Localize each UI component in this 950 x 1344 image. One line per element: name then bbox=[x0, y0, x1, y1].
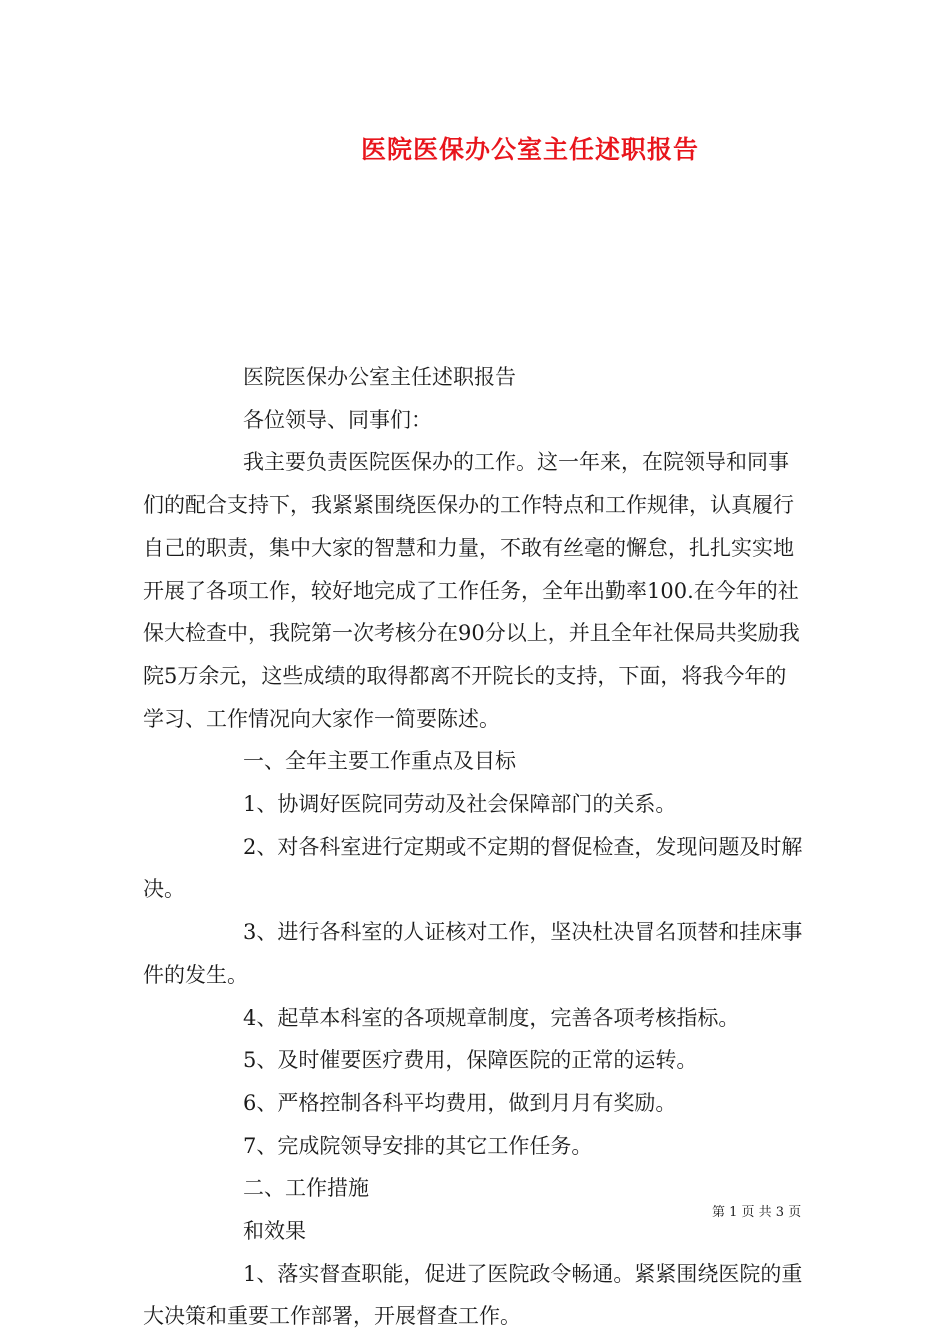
section-heading-2-cont: 和效果 bbox=[243, 1219, 306, 1244]
body-heading: 医院医保办公室主任述职报告 bbox=[243, 365, 516, 389]
list-item: 5、及时催要医疗费用，保障医院的正常的运转。 bbox=[243, 1048, 698, 1073]
list-item: 4、起草本科室的各项规章制度，完善各项考核指标。 bbox=[243, 1005, 740, 1030]
intro-paragraph: 我主要负责医院医保办的工作。这一年来，在院领导和同事们的配合支持下，我紧紧围绕医保办的工作特点和工作规律，认真履行自己的职责，集中大家的智慧和力量，不敢有丝毫的懈怠，扎扎实实地开展了各项工作，较好地完成了工作任务，全年出勤率100.在今年的社保大检查中，我院第一次考核分在90分以上，并且全年社保局共奖励我院5万余元，这些成绩的取得都离不开院长的支持，下面，将我今年的学习、工作情况向大家作一简要陈述。 bbox=[143, 450, 800, 731]
measure-paragraph: 1、落实督查职能，促进了医院政令畅通。紧紧围绕医院的重大决策和重要工作部署，开展督查工作。 bbox=[143, 1261, 803, 1329]
section-heading-1: 一、全年主要工作重点及目标 bbox=[243, 749, 516, 774]
list-item: 2、对各科室进行定期或不定期的督促检查，发现问题及时解决。 bbox=[143, 834, 803, 902]
salutation: 各位领导、同事们： bbox=[243, 407, 432, 432]
list-item: 3、进行各科室的人证核对工作，坚决杜决冒名顶替和挂床事件的发生。 bbox=[143, 920, 803, 987]
list-item: 7、完成院领导安排的其它工作任务。 bbox=[243, 1133, 593, 1158]
section-heading-2: 二、工作措施 bbox=[243, 1176, 369, 1201]
list-item: 6、严格控制各科平均费用，做到月月有奖励。 bbox=[243, 1090, 677, 1115]
list-item: 1、协调好医院同劳动及社会保障部门的关系。 bbox=[243, 792, 677, 817]
page-number: 第 1 页 共 3 页 bbox=[712, 1205, 802, 1220]
document-body bbox=[143, 356, 807, 1338]
document-title: 医院医保办公室主任述职报告 bbox=[360, 135, 699, 164]
